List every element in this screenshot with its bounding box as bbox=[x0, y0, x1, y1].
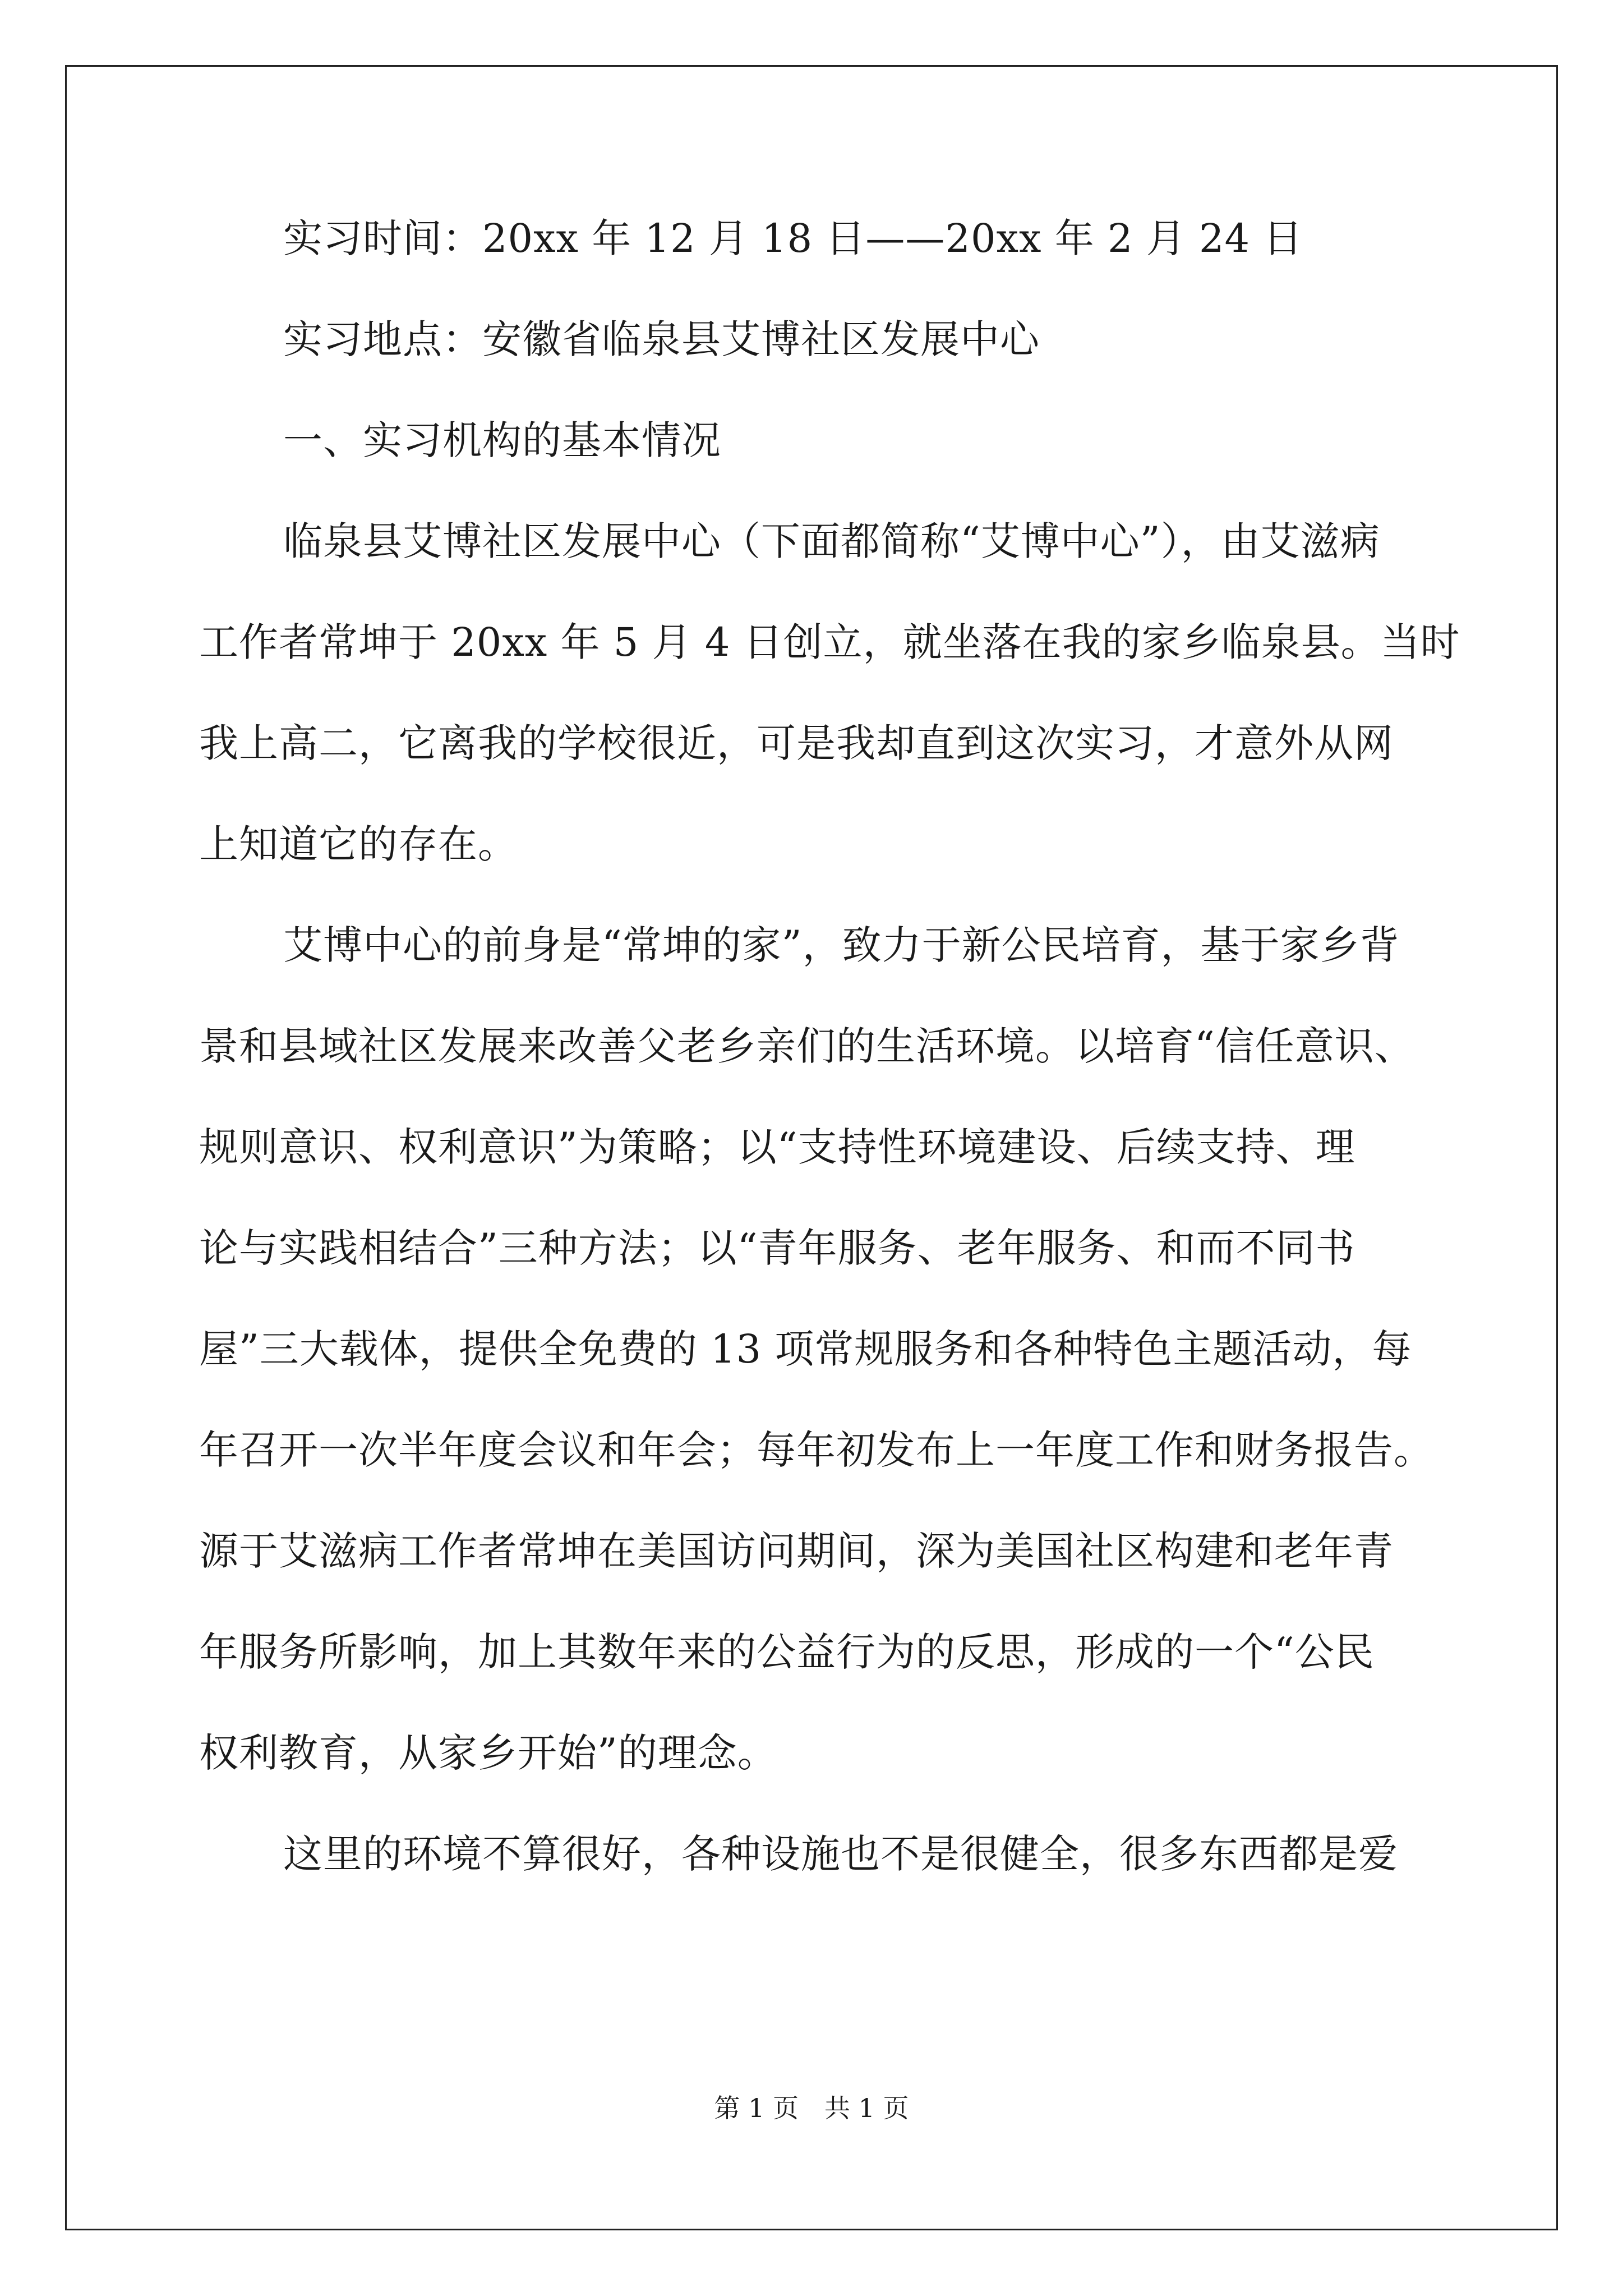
text-line: 临泉县艾博社区发展中心（下面都简称“艾博中心”），由艾滋病 bbox=[283, 518, 1380, 564]
text-line: 景和县域社区发展来改善父老乡亲们的生活环境。以培育“信任意识、 bbox=[199, 1023, 1414, 1069]
text-line: 年召开一次半年度会议和年会；每年初发布上一年度工作和财务报告。 bbox=[199, 1427, 1433, 1473]
text-line: 上知道它的存在。 bbox=[199, 821, 518, 867]
text-line: 权利教育，从家乡开始”的理念。 bbox=[199, 1730, 777, 1776]
text-line: 工作者常坤于 20xx 年 5 月 4 日创立，就坐落在我的家乡临泉县。当时 bbox=[199, 619, 1460, 665]
text-line: 实习地点：安徽省临泉县艾博社区发展中心 bbox=[283, 316, 1040, 362]
text-line: 源于艾滋病工作者常坤在美国访问期间，深为美国社区构建和老年青 bbox=[199, 1528, 1394, 1574]
section-heading: 一、实习机构的基本情况 bbox=[283, 417, 721, 463]
text-line: 这里的环境不算很好，各种设施也不是很健全，很多东西都是爱 bbox=[283, 1831, 1398, 1877]
text-line: 屋”三大载体，提供全免费的 13 项常规服务和各种特色主题活动，每 bbox=[199, 1326, 1412, 1372]
page-footer: 第 1 页 共 1 页 bbox=[714, 2093, 909, 2123]
text-line: 实习时间：20xx 年 12 月 18 日——20xx 年 2 月 24 日 bbox=[283, 215, 1303, 261]
text-line: 论与实践相结合”三种方法；以“青年服务、老年服务、和而不同书 bbox=[199, 1225, 1355, 1271]
text-line: 我上高二，它离我的学校很近，可是我却直到这次实习，才意外从网 bbox=[199, 720, 1394, 766]
document-body bbox=[199, 213, 1460, 1879]
text-line: 年服务所影响，加上其数年来的公益行为的反思，形成的一个“公民 bbox=[199, 1629, 1375, 1675]
text-line: 规则意识、权利意识”为策略；以“支持性环境建设、后续支持、理 bbox=[199, 1124, 1355, 1170]
text-line: 艾博中心的前身是“常坤的家”，致力于新公民培育，基于家乡背 bbox=[283, 922, 1400, 968]
